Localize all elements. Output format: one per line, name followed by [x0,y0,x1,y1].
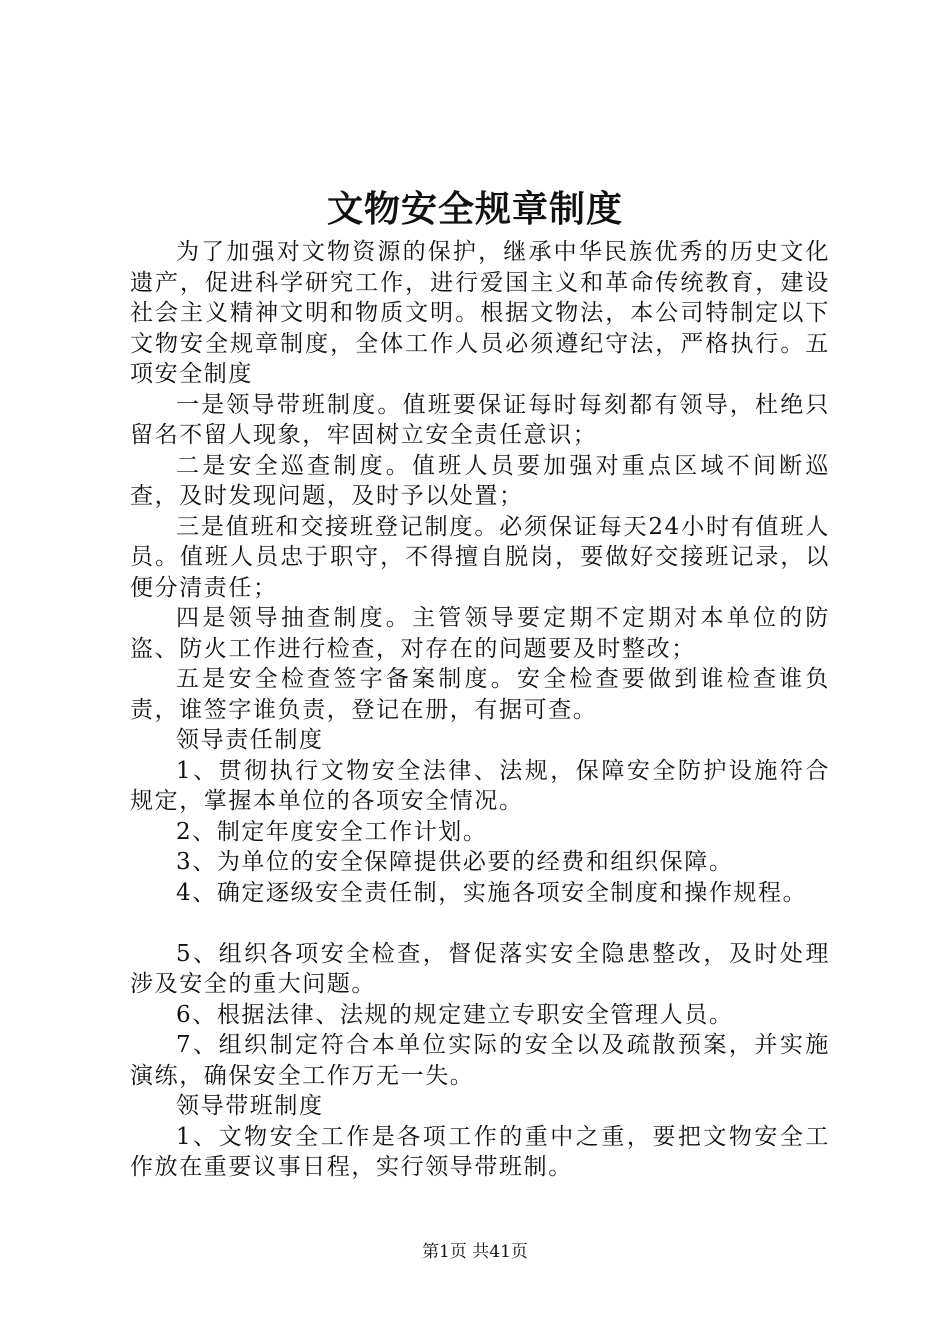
responsibility-item-6: 6、根据法律、法规的规定建立专职安全管理人员。 [176,1001,734,1028]
responsibility-item-7: 7、组织制定符合本单位实际的安全以及疏散预案，并实施演练，确保安全工作万无一失。 [130,1032,830,1089]
document-title: 文物安全规章制度 [326,188,623,230]
responsibility-item-2: 2、制定年度安全工作计划。 [176,818,488,845]
responsibility-item-3: 3、为单位的安全保障提供必要的经费和组织保障。 [176,849,734,875]
responsibility-item-4: 4、确定逐级安全责任制，实施各项安全制度和操作规程。 [176,879,808,906]
responsibility-item-5: 5、组织各项安全检查，督促落实安全隐患整改，及时处理涉及安全的重大问题。 [130,940,830,997]
responsibility-item-1: 1、贯彻执行文物安全法律、法规，保障安全防护设施符合规定，掌握本单位的各项安全情况。 [130,757,830,814]
document-body [130,237,830,1183]
rule-paragraph-3: 三是值班和交接班登记制度。必须保证每天24小时有值班人员。值班人员忠于职守，不得擅自脱岗，要做好交接班记录，以便分清责任； [130,513,830,601]
rule-paragraph-5: 五是安全检查签字备案制度。安全检查要做到谁检查谁负责，谁签字谁负责，登记在册，有据可查。 [130,666,830,723]
intro-paragraph: 为了加强对文物资源的保护，继承中华民族优秀的历史文化遗产，促进科学研究工作，进行爱国主义和革命传统教育，建设社会主义精神文明和物质文明。根据文物法，本公司特制定以下文物安全规章制度，全体工作人员必须遵纪守法，严格执行。五项安全制度 [130,239,830,387]
section-heading-leader-duty: 领导带班制度 [176,1093,324,1119]
rule-paragraph-2: 二是安全巡查制度。值班人员要加强对重点区域不间断巡查，及时发现问题，及时予以处置； [130,452,830,509]
page-footer: 第1页 共41页 [422,1242,528,1262]
rule-paragraph-1: 一是领导带班制度。值班要保证每时每刻都有领导，杜绝只留名不留人现象，牢固树立安全责任意识； [130,391,830,448]
rule-paragraph-4: 四是领导抽查制度。主管领导要定期不定期对本单位的防盗、防火工作进行检查，对存在的问题要及时整改； [130,605,830,662]
duty-item-1: 1、文物安全工作是各项工作的重中之重，要把文物安全工作放在重要议事日程，实行领导带班制。 [130,1123,830,1180]
section-heading-leadership-responsibility: 领导责任制度 [176,727,324,753]
blank-line [130,908,830,939]
